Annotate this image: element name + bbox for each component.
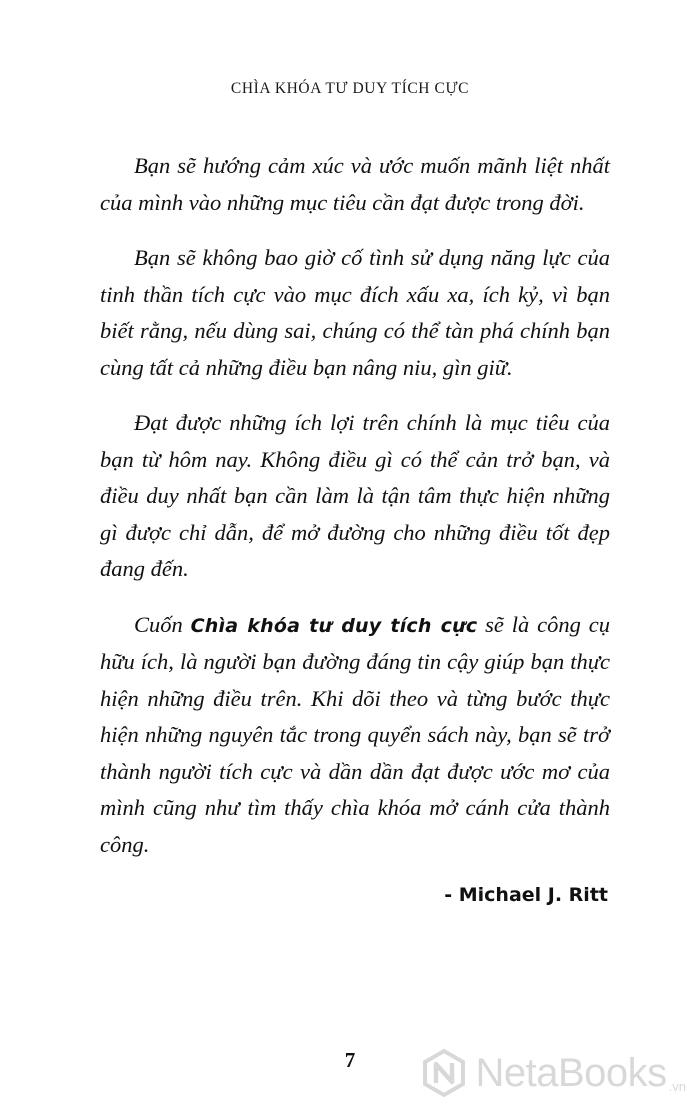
paragraph-4-prefix: Cuốn — [134, 611, 191, 637]
body-text — [100, 148, 610, 882]
watermark — [419, 1048, 686, 1098]
paragraph-3: Đạt được những ích lợi trên chính là mục tiêu của bạn từ hôm nay. Không điều gì có thể cản trở bạn, và điều duy nhất bạn cần làm là tận tâm thực hiện những gì được chỉ dẫn, để mở đường cho những điều tốt đẹp đang đến. — [100, 410, 610, 581]
paragraph-4 — [100, 607, 610, 864]
watermark-brand: NetaBooks — [475, 1051, 667, 1095]
running-header: CHÌA KHÓA TƯ DUY TÍCH CỰC — [230, 80, 470, 97]
paragraph-2: Bạn sẽ không bao giờ cố tình sử dụng năng lực của tinh thần tích cực vào mục đích xấu xa, ích kỷ, vì bạn biết rằng, nếu dùng sai, chúng có thể tàn phá chính bạn cùng tất cả những điều bạn nâng niu, gìn giữ. — [100, 245, 610, 380]
netabooks-logo-icon — [419, 1048, 469, 1098]
paragraph-4-suffix: sẽ là công cụ hữu ích, là người bạn đường đáng tin cậy giúp bạn thực hiện những điều trên. Khi dõi theo và từng bước thực hiện những nguyên tắc trong quyển sách này, bạn sẽ trở thành người tích cực và dần dần đạt được ước mơ của mình cũng như tìm thấy chìa khóa mở cánh cửa thành công. — [100, 611, 610, 857]
page-number: 7 — [344, 1048, 356, 1072]
author-signature: - Michael J. Ritt — [444, 884, 608, 906]
paragraph-1: Bạn sẽ hướng cảm xúc và ước muốn mãnh liệt nhất của mình vào những mục tiêu cần đạt được trong đời. — [100, 153, 610, 215]
watermark-suffix: .vn — [668, 1079, 686, 1094]
book-title: Chìa khóa tư duy tích cực — [190, 614, 478, 637]
